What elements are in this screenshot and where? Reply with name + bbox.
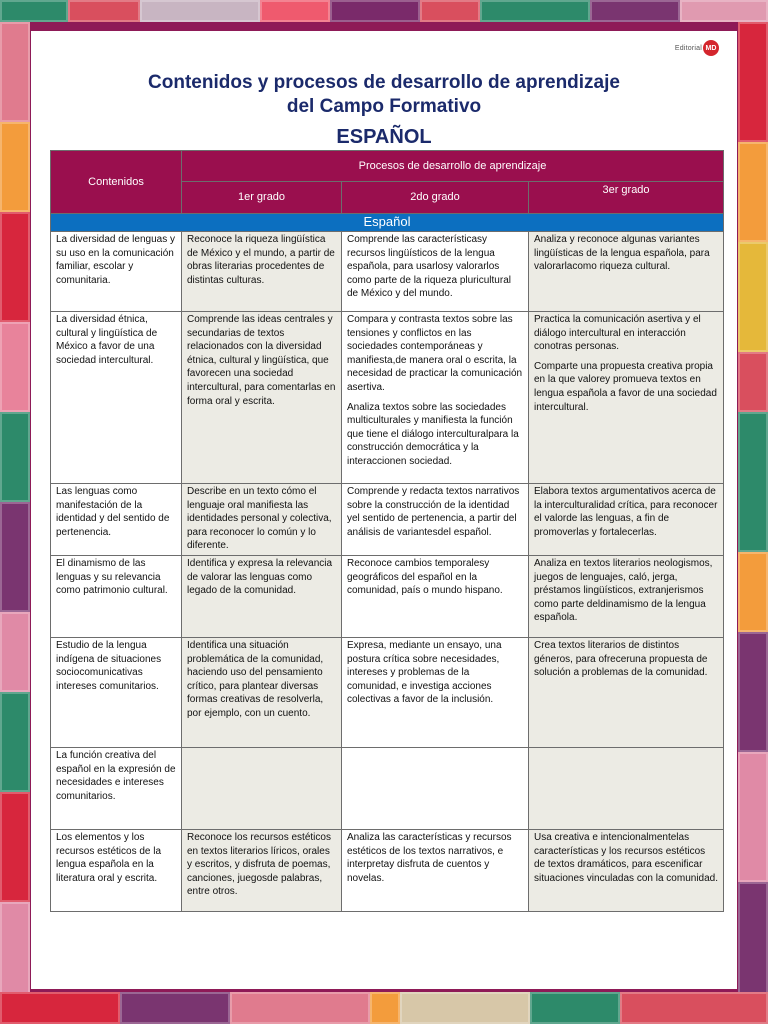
grado-1-cell: Identifica y expresa la relevancia de valorar las lenguas como legado de la comunidad. [182, 555, 342, 637]
background-tile [330, 0, 420, 22]
background-tile [370, 992, 400, 1024]
background-tile [0, 412, 30, 502]
header-grado-1-label: 1er grado [237, 191, 286, 203]
background-tile [0, 0, 68, 22]
background-tile [120, 992, 230, 1024]
document-title-line2: del Campo Formativo [286, 96, 482, 117]
grado-3-paragraph: Comparte una propuesta creativa propia en la que valorey promueva textos en lengua española a favor de una sociedad intercultural. [534, 360, 717, 413]
background-tile [738, 752, 768, 882]
grado-1-cell: Reconoce los recursos estéticos en textos literarios líricos, orales y escritos, y disfruta de poemas, canciones, juegosde palabras, entre otros. [182, 829, 342, 911]
table-row [51, 555, 724, 637]
background-tile [738, 552, 768, 632]
background-tile [400, 992, 530, 1024]
grado-2-cell [342, 747, 529, 829]
background-tile [230, 992, 370, 1024]
background-tile [68, 0, 140, 22]
background-tile [620, 992, 768, 1024]
header-procesos: Procesos de desarrollo de aprendizaje [182, 151, 724, 182]
table-row [51, 312, 724, 484]
contenido-cell: Estudio de la lengua indígena de situaciones sociocomunicativas intereses comunitarios. [51, 637, 182, 747]
table-row [51, 747, 724, 829]
background-tile [738, 242, 768, 352]
table-row [51, 829, 724, 911]
grado-1-cell: Reconoce la riqueza lingüística de México y el mundo, a partir de obras literarias procedentes de distintas culturas. [182, 232, 342, 312]
publisher-logo [675, 40, 719, 56]
grado-3-cell: Analiza y reconoce algunas variantes lingüísticas de la lengua española, para valorarlacomo riqueza cultural. [529, 232, 724, 312]
document-page [31, 31, 737, 989]
grado-1-cell [182, 747, 342, 829]
background-tile [0, 212, 30, 322]
background-tile [0, 22, 30, 122]
section-row-espanol: Español [51, 214, 724, 232]
background-tile [140, 0, 260, 22]
background-tile [738, 352, 768, 412]
grado-2-cell: Comprende y redacta textos narrativos sobre la construcción de la identidad yel sentido de pertenencia, a partir del análisis de variantesdel español. [342, 484, 529, 556]
background-tile [260, 0, 330, 22]
contenido-cell: Los elementos y los recursos estéticos de la lengua española en la literatura oral y escrita. [51, 829, 182, 911]
table-row [51, 637, 724, 747]
grado-2-cell: Analiza las características y recursos estéticos de los textos narrativos, e interpretay disfruta de cuentos y novelas. [342, 829, 529, 911]
contenido-cell: La diversidad de lenguas y su uso en la comunicación familiar, escolar y comunitaria. [51, 232, 182, 312]
background-tile [480, 0, 590, 22]
background-tile [0, 992, 120, 1024]
grado-3-cell: Usa creativa e intencionalmentelas características y los recursos estéticos de textos dramáticos, para escenificar situaciones vinculadas con la comunidad. [529, 829, 724, 911]
grado-2-paragraph: Compara y contrasta textos sobre las tensiones y conflictos en las sociedades contemporáneas y manifiesta,de manera oral o escrita, la necesidad de practicar la comunicación asertiva. [347, 314, 523, 393]
grado-2-cell: Reconoce cambios temporalesy geográficos del español en la comunidad, país o mundo hispano. [342, 555, 529, 637]
grado-3-cell: Elabora textos argumentativos acerca de la interculturalidad crítica, para reconocer el valorde las lenguas, a fin de promoverlas y fortalecerlas. [529, 484, 724, 556]
curriculum-table [50, 150, 724, 912]
background-tile [0, 502, 30, 612]
header-grado-2 [342, 182, 529, 214]
background-tile [590, 0, 680, 22]
grado-3-cell [529, 312, 724, 484]
background-tile [0, 122, 30, 212]
logo-mark-icon: MD [703, 40, 719, 56]
background-tile [680, 0, 768, 22]
grado-3-cell: Crea textos literarios de distintos géneros, para ofreceruna propuesta de solución a problemas de la comunidad. [529, 637, 724, 747]
background-tile [420, 0, 480, 22]
grado-1-cell: Identifica una situación problemática de la comunidad, haciendo uso del pensamiento crítico, para plantear diversas formas creativas de resolverla, por ejemplo, con un cuento. [182, 637, 342, 747]
background-tile [0, 612, 30, 692]
header-grado-3: 3er grado [529, 182, 724, 214]
background-tile [0, 692, 30, 792]
grado-3-paragraph: Practica la comunicación asertiva y el diálogo intercultural en interacción conotras personas. [534, 314, 701, 353]
table-row [51, 484, 724, 556]
background-tile [530, 992, 620, 1024]
contenido-cell: La función creativa del español en la expresión de necesidades e intereses comunitarios. [51, 747, 182, 829]
subject-title: ESPAÑOL [336, 126, 432, 148]
grado-1-cell: Comprende las ideas centrales y secundarias de textos relacionados con la diversidad étnica, cultural y lingüística, que favorecen una sociedad intercultural, para comentarlas en forma oral y escrita. [182, 312, 342, 484]
background-tile [738, 22, 768, 142]
contenido-cell: La diversidad étnica, cultural y lingüística de México a favor de una sociedad intercultural. [51, 312, 182, 484]
grado-2-cell [342, 312, 529, 484]
grado-3-cell: Analiza en textos literarios neologismos, juegos de lenguajes, caló, jerga, préstamos lingüísticos, extranjerismos como parte deldinamismo de la lengua española. [529, 555, 724, 637]
grado-2-cell: Comprende las característicasy recursos lingüísticos de la lengua española, para usarlosy valorarlos como parte de la riqueza pluricultural de México y del mundo. [342, 232, 529, 312]
table-row [51, 232, 724, 312]
background-tile [738, 412, 768, 552]
logo-text: Editorial [674, 44, 702, 52]
background-tile [738, 632, 768, 752]
grado-3-cell [529, 747, 724, 829]
grado-1-cell: Describe en un texto cómo el lenguaje oral manifiesta las identidades personal y colectiva, para reconocer lo común y lo diferente. [182, 484, 342, 556]
header-grado-1 [182, 182, 342, 214]
grado-2-paragraph: Analiza textos sobre las sociedades multiculturales y manifiesta la función que tiene el diálogo interculturalpara la construcción democrática y la interaccionen sociedad. [347, 401, 519, 467]
background-tile [0, 322, 30, 412]
header-grado-2-label: 2do grado [410, 191, 460, 203]
grado-2-cell: Expresa, mediante un ensayo, una postura crítica sobre necesidades, intereses y problemas de la comunidad, e investiga acciones colectivas a favor de la inclusión. [342, 637, 529, 747]
contenido-cell: El dinamismo de las lenguas y su relevancia como patrimonio cultural. [51, 555, 182, 637]
header-contenidos: Contenidos [51, 151, 182, 214]
document-title-line1: Contenidos y procesos de desarrollo de aprendizaje [148, 72, 620, 93]
contenido-cell: Las lenguas como manifestación de la identidad y del sentido de pertenencia. [51, 484, 182, 556]
background-tile [0, 792, 30, 902]
background-tile [738, 142, 768, 242]
